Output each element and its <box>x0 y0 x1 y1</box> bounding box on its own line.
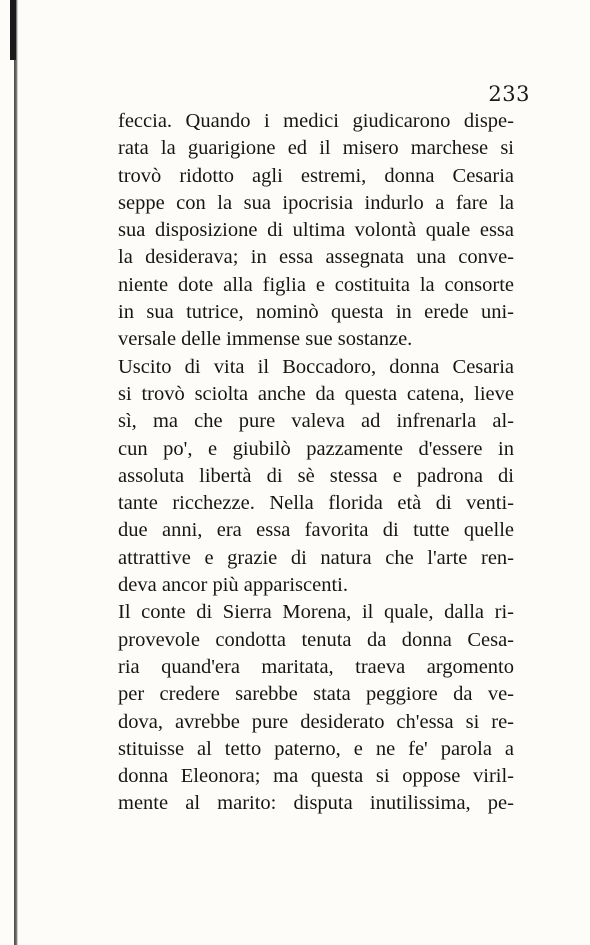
text-line: provevole condotta tenuta da donna Cesa- <box>118 628 514 651</box>
text-line: rata la guarigione ed il misero marchese si <box>118 137 514 160</box>
text-line: sua disposizione di ultima volontà quale essa <box>118 219 514 242</box>
text-line: donna Eleonora; ma questa si oppose viril- <box>118 765 514 788</box>
text-line: stituisse al tetto paterno, e ne fe' parola a <box>118 737 514 760</box>
text-line: dova, avrebbe pure desiderato ch'essa si re- <box>118 710 514 733</box>
text-line: per credere sarebbe stata peggiore da ve- <box>118 683 514 706</box>
text-line: niente dote alla figlia e costituita la consorte <box>118 273 514 296</box>
text-line: deva ancor più appariscenti. <box>118 574 348 597</box>
text-line: feccia. Quando i medici giudicarono dispe- <box>118 110 514 132</box>
paragraph-3 <box>118 599 514 817</box>
text-line: si trovò sciolta anche da questa catena, lieve <box>118 382 514 405</box>
page-binding-edge <box>14 0 18 945</box>
paragraph-2 <box>118 354 514 600</box>
page-number: 233 <box>488 82 530 106</box>
paragraph-1 <box>118 108 514 354</box>
text-line: assoluta libertà di sè stessa e padrona di <box>118 464 514 487</box>
text-line: attrattive e grazie di natura che l'arte ren- <box>118 546 514 569</box>
text-line: tante ricchezze. Nella florida età di venti- <box>118 492 514 515</box>
page-binding-shadow <box>10 0 16 60</box>
text-line: mente al marito: disputa inutilissima, pe- <box>118 792 514 815</box>
text-line: trovò ridotto agli estremi, donna Cesaria <box>118 164 514 187</box>
text-line: cun po', e giubilò pazzamente d'essere in <box>118 437 514 460</box>
text-line: due anni, era essa favorita di tutte quelle <box>118 519 514 542</box>
text-line: sì, ma che pure valeva ad infrenarla al- <box>118 410 514 433</box>
text-line: Uscito di vita il Boccadoro, donna Cesaria <box>118 355 514 378</box>
text-line: la desiderava; in essa assegnata una conve- <box>118 246 514 269</box>
body-text <box>118 108 514 818</box>
text-line: versale delle immense sue sostanze. <box>118 328 413 351</box>
text-line: seppe con la sua ipocrisia indurlo a fare la <box>118 191 514 214</box>
text-line: in sua tutrice, nominò questa in erede uni- <box>118 301 514 324</box>
text-line: Il conte di Sierra Morena, il quale, dalla ri- <box>118 601 514 624</box>
text-line: ria quand'era maritata, traeva argomento <box>118 655 514 678</box>
